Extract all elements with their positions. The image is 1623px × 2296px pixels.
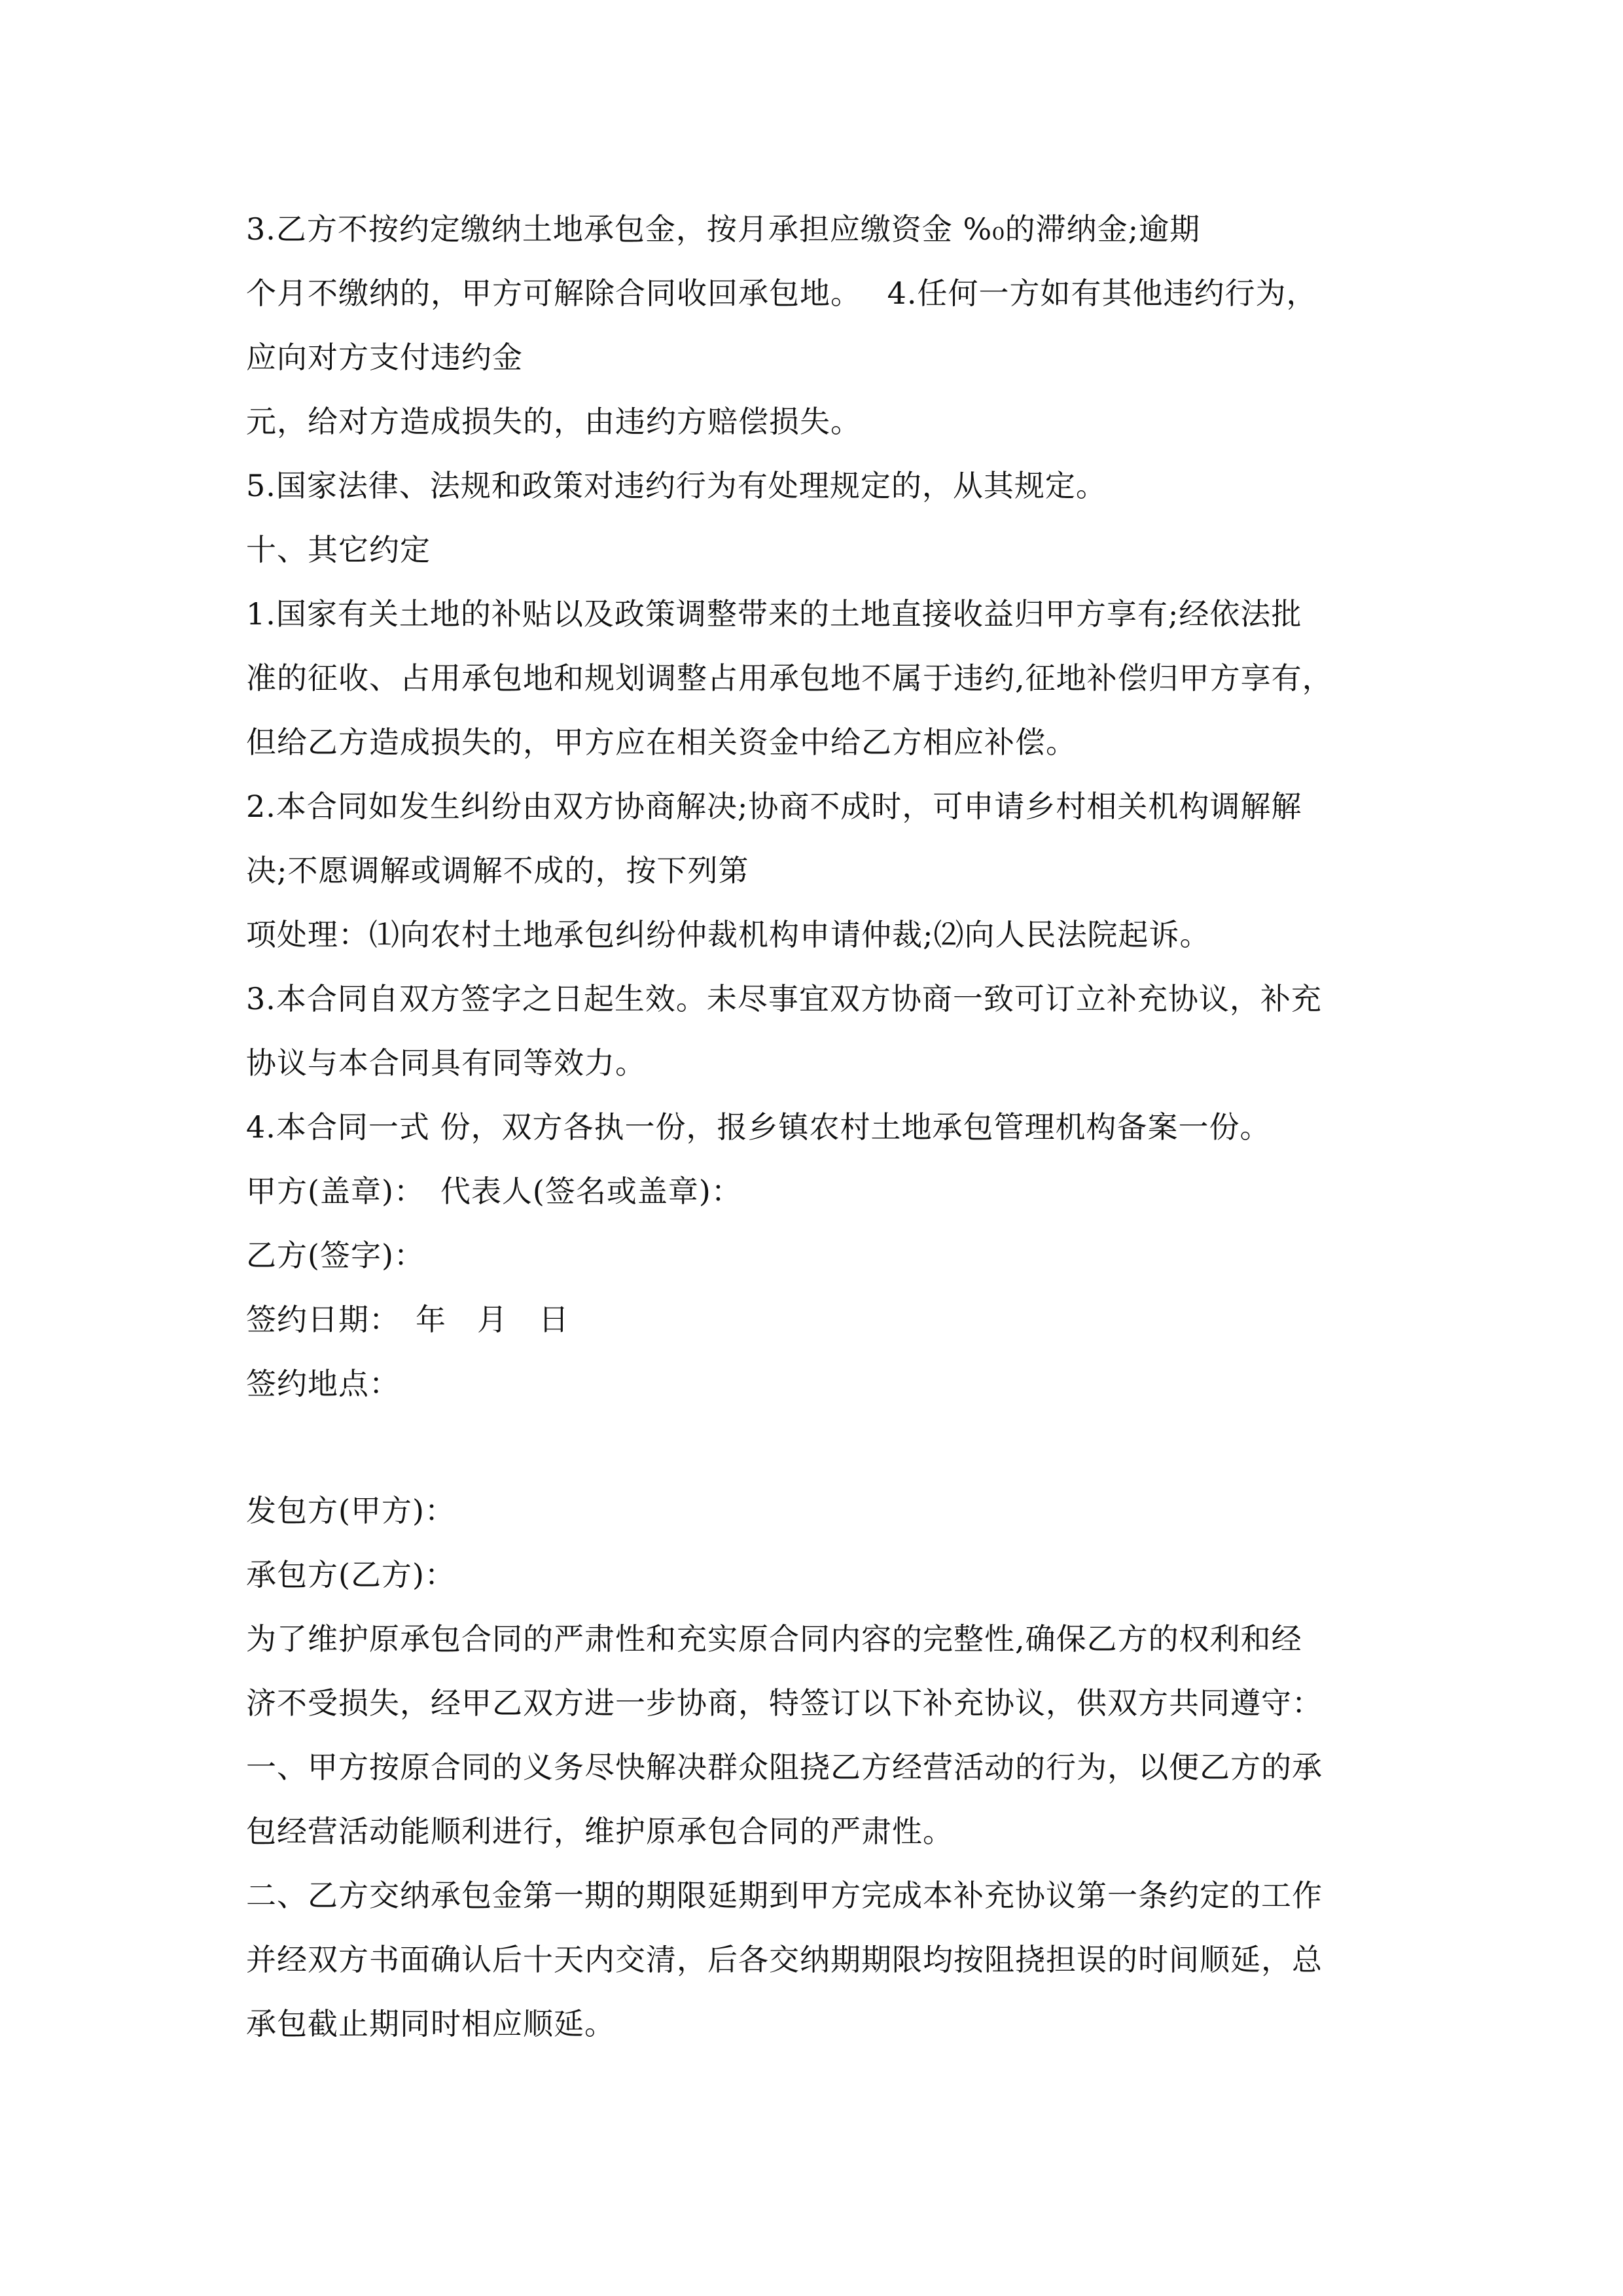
signature-party-b: 乙方(签字)： — [246, 1238, 425, 1273]
text-line: 准的征收、占用承包地和规划调整占用承包地不属于违约,征地补偿归甲方享有， — [246, 660, 1333, 696]
contractor-recipient: 承包方(乙方)： — [246, 1557, 455, 1592]
text-line: 济不受损失，经甲乙双方进一步协商，特签订以下补充协议，供双方共同遵守： — [246, 1685, 1323, 1721]
section-heading: 十、其它约定 — [246, 532, 431, 567]
signing-place: 签约地点： — [246, 1366, 400, 1401]
text-line: 1.国家有关土地的补贴以及政策调整带来的土地直接收益归甲方享有;经依法批 — [246, 596, 1302, 632]
text-line: 为了维护原承包合同的严肃性和充实原合同内容的完整性,确保乙方的权利和经 — [246, 1621, 1302, 1657]
text-line: 二、乙方交纳承包金第一期的期限延期到甲方完成本补充协议第一条约定的工作 — [246, 1878, 1323, 1913]
text-line: 元，给对方造成损失的，由违约方赔偿损失。 — [246, 404, 861, 439]
signing-date: 签约日期： 年 月 日 — [246, 1302, 569, 1337]
signature-party-a: 甲方(盖章)： 代表人(签名或盖章)： — [246, 1174, 742, 1209]
text-line: 2.本合同如发生纠纷由双方协商解决;协商不成时，可申请乡村相关机构调解解 — [246, 789, 1302, 824]
text-line: 3.本合同自双方签字之日起生效。未尽事宜双方协商一致可订立补充协议，补充 — [246, 981, 1322, 1016]
text-line: 承包截止期同时相应顺延。 — [246, 2006, 615, 2041]
text-line: 个月不缴纳的，甲方可解除合同收回承包地。 4.任何一方如有其他违约行为， — [246, 276, 1317, 311]
text-line: 一、甲方按原合同的义务尽快解决群众阻挠乙方经营活动的行为，以便乙方的承 — [246, 1749, 1323, 1785]
text-line: 并经双方书面确认后十天内交清，后各交纳期期限均按阻挠担误的时间顺延，总 — [246, 1942, 1323, 1977]
text-line: 3.乙方不按约定缴纳土地承包金，按月承担应缴资金 %₀的滞纳金;逾期 — [246, 211, 1201, 247]
text-line: 包经营活动能顺利进行，维护原承包合同的严肃性。 — [246, 1814, 954, 1849]
document-page — [246, 0, 1398, 2296]
text-line: 协议与本合同具有同等效力。 — [246, 1045, 646, 1081]
text-line: 4.本合同一式 份，双方各执一份，报乡镇农村土地承包管理机构备案一份。 — [246, 1109, 1271, 1145]
text-line: 5.国家法律、法规和政策对违约行为有处理规定的，从其规定。 — [246, 468, 1107, 503]
text-line: 应向对方支付违约金 — [246, 340, 523, 375]
text-line: 项处理：⑴向农村土地承包纠纷仲裁机构申请仲裁;⑵向人民法院起诉。 — [246, 917, 1211, 952]
text-line: 决;不愿调解或调解不成的，按下列第 — [246, 853, 749, 888]
text-line: 但给乙方造成损失的，甲方应在相关资金中给乙方相应补偿。 — [246, 725, 1077, 760]
contractor-issuer: 发包方(甲方)： — [246, 1493, 455, 1528]
